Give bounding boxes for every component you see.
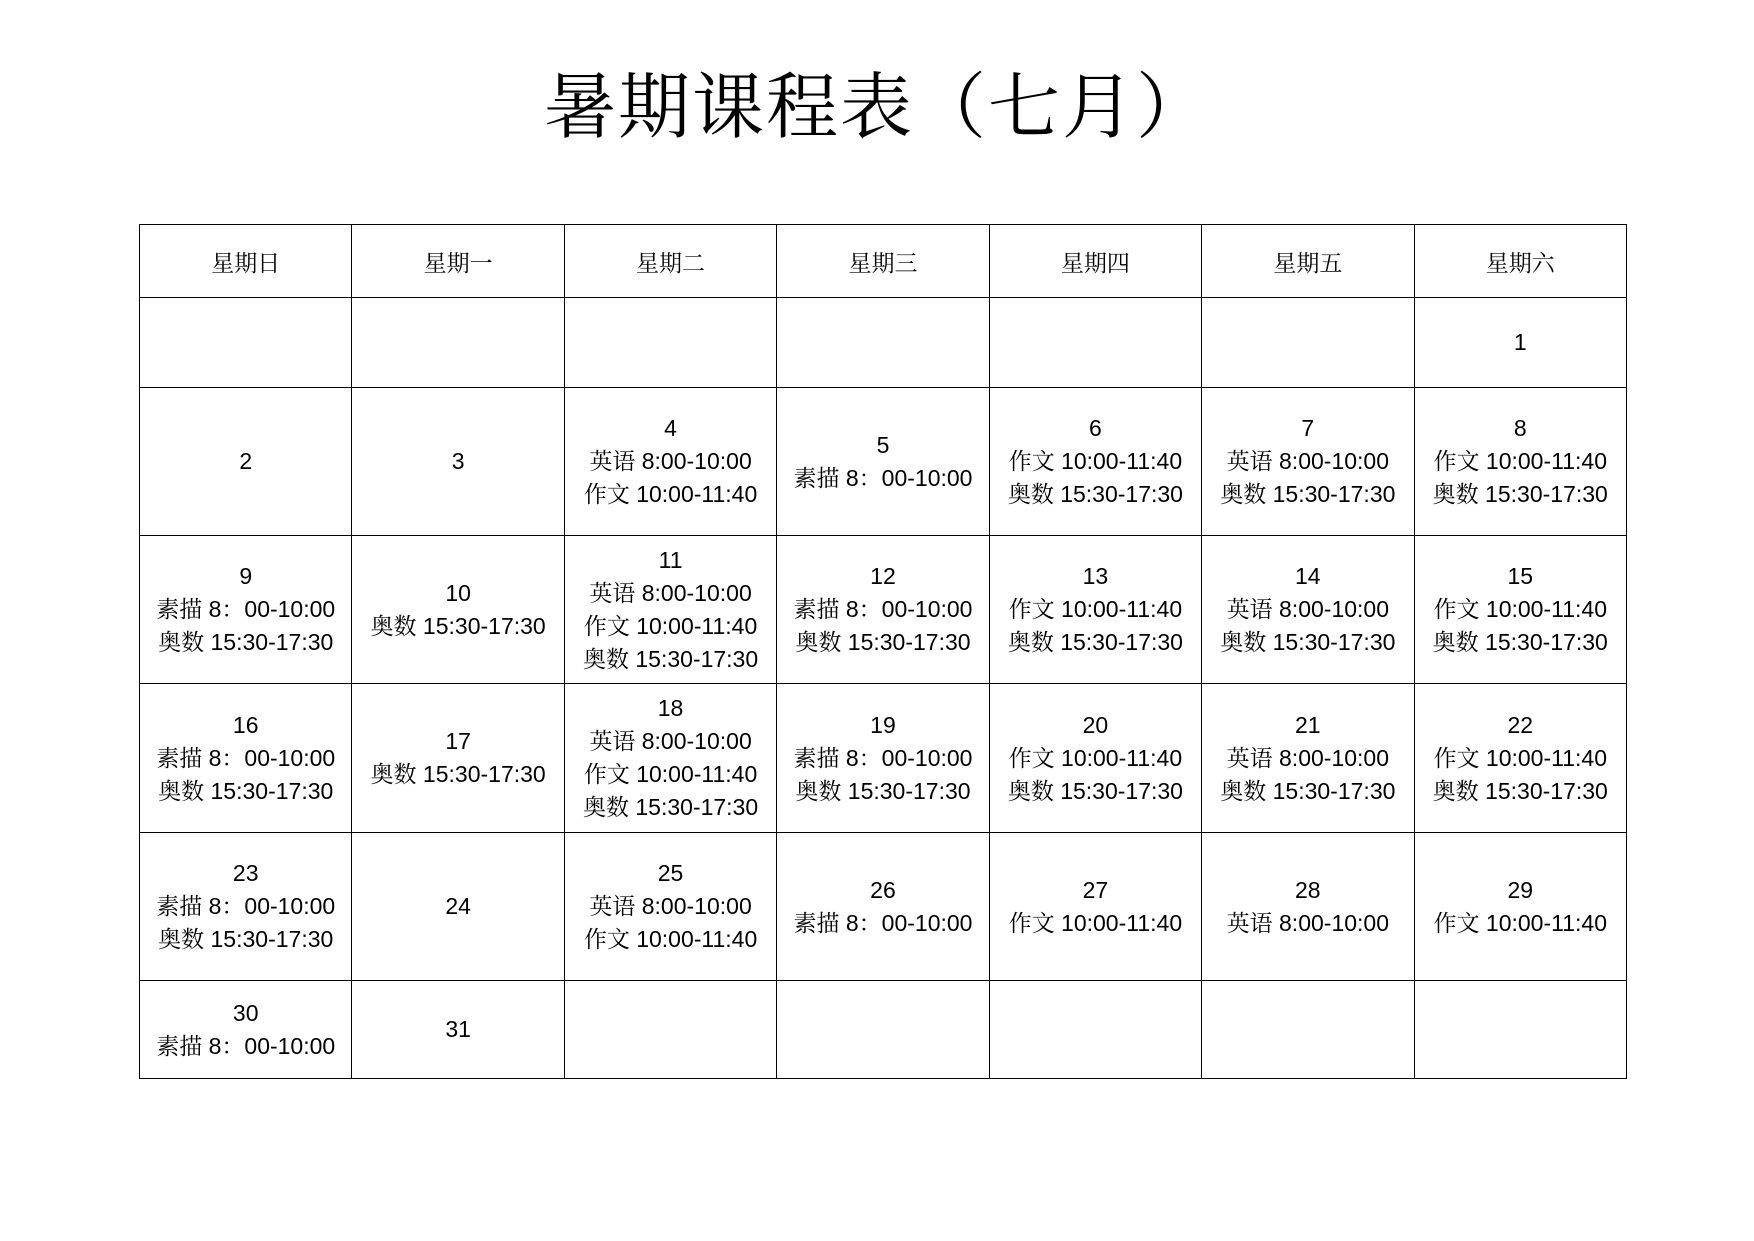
course-entry: 作文 10:00-11:40 xyxy=(583,926,758,952)
course-entry: 英语 8:00-10:00 xyxy=(1226,596,1389,622)
weekday-header: 星期四 xyxy=(989,225,1201,298)
day-cell xyxy=(140,833,352,981)
course-entry: 素描 8：00-10:00 xyxy=(156,744,336,771)
day-number: 8 xyxy=(1513,415,1527,441)
day-cell xyxy=(777,684,989,833)
day-number: 28 xyxy=(1295,876,1321,903)
day-number: 20 xyxy=(1082,711,1109,738)
day-cell xyxy=(352,388,564,536)
day-cell xyxy=(140,536,352,684)
day-cell xyxy=(1414,298,1626,388)
day-cell xyxy=(989,981,1201,1079)
course-entry: 奥数 15:30-17:30 xyxy=(1220,629,1396,655)
course-entry: 奥数 15:30-17:30 xyxy=(158,629,334,655)
weekday-header: 星期三 xyxy=(777,225,989,298)
calendar-body xyxy=(140,298,1627,1079)
day-number: 14 xyxy=(1295,563,1321,589)
day-number: 13 xyxy=(1082,563,1109,589)
course-entry: 作文 10:00-11:40 xyxy=(1008,744,1183,771)
weekday-header: 星期五 xyxy=(1202,225,1414,298)
day-cell xyxy=(989,298,1201,388)
day-number: 16 xyxy=(232,711,259,738)
day-cell xyxy=(564,388,776,536)
course-entry: 素描 8：00-10:00 xyxy=(156,1032,336,1059)
week-row xyxy=(140,981,1627,1079)
week-row xyxy=(140,536,1627,684)
day-cell xyxy=(777,388,989,536)
course-entry: 素描 8：00-10:00 xyxy=(793,909,973,936)
course-entry: 作文 10:00-11:40 xyxy=(583,761,758,787)
day-number: 19 xyxy=(870,711,896,738)
schedule-table xyxy=(139,224,1627,1079)
day-cell xyxy=(564,833,776,981)
day-number: 23 xyxy=(232,860,259,886)
day-number: 27 xyxy=(1082,876,1109,903)
day-cell xyxy=(777,536,989,684)
course-entry: 作文 10:00-11:40 xyxy=(1433,448,1607,474)
week-row xyxy=(140,833,1627,981)
course-entry: 素描 8：00-10:00 xyxy=(156,596,336,622)
day-number: 22 xyxy=(1507,711,1534,738)
course-entry: 作文 10:00-11:40 xyxy=(1433,744,1607,771)
day-cell xyxy=(1202,536,1414,684)
course-entry: 奥数 15:30-17:30 xyxy=(1220,481,1396,507)
course-entry: 作文 10:00-11:40 xyxy=(1433,909,1607,936)
day-cell xyxy=(352,981,564,1079)
day-number: 24 xyxy=(445,893,471,919)
day-cell xyxy=(1414,536,1626,684)
day-cell xyxy=(989,684,1201,833)
course-entry: 奥数 15:30-17:30 xyxy=(1220,777,1396,804)
day-number: 31 xyxy=(445,1016,471,1042)
course-entry: 作文 10:00-11:40 xyxy=(583,481,758,507)
day-cell xyxy=(777,298,989,388)
week-row xyxy=(140,388,1627,536)
page-title: 暑期课程表（七月） xyxy=(543,65,1210,149)
day-cell xyxy=(989,536,1201,684)
course-entry: 英语 8:00-10:00 xyxy=(589,893,752,919)
course-entry: 奥数 15:30-17:30 xyxy=(158,926,334,952)
course-entry: 英语 8:00-10:00 xyxy=(1226,909,1389,936)
day-number: 2 xyxy=(239,448,253,474)
day-cell xyxy=(564,536,776,684)
course-entry: 英语 8:00-10:00 xyxy=(589,448,752,474)
day-cell xyxy=(1414,684,1626,833)
weekday-header: 星期一 xyxy=(352,225,564,298)
day-number: 25 xyxy=(657,860,684,886)
day-cell xyxy=(140,981,352,1079)
course-entry: 素描 8：00-10:00 xyxy=(793,464,973,491)
day-cell xyxy=(1414,981,1626,1079)
weekday-header-row xyxy=(140,225,1627,298)
course-entry: 奥数 15:30-17:30 xyxy=(1432,629,1608,655)
day-number: 12 xyxy=(870,563,896,589)
weekday-header: 星期六 xyxy=(1414,225,1626,298)
week-row xyxy=(140,298,1627,388)
day-cell xyxy=(352,833,564,981)
day-cell xyxy=(140,684,352,833)
day-cell xyxy=(140,298,352,388)
day-number: 11 xyxy=(658,546,683,573)
day-number: 21 xyxy=(1295,711,1321,738)
course-entry: 作文 10:00-11:40 xyxy=(1008,448,1183,474)
day-number: 7 xyxy=(1301,415,1315,441)
day-cell xyxy=(564,684,776,833)
weekday-header: 星期日 xyxy=(140,225,352,298)
course-entry: 素描 8：00-10:00 xyxy=(793,744,973,771)
week-row xyxy=(140,684,1627,833)
day-number: 4 xyxy=(664,415,677,441)
course-entry: 奥数 15:30-17:30 xyxy=(795,777,971,804)
day-cell xyxy=(777,981,989,1079)
course-entry: 奥数 15:30-17:30 xyxy=(1007,629,1183,655)
course-entry: 奥数 15:30-17:30 xyxy=(1432,777,1608,804)
course-entry: 英语 8:00-10:00 xyxy=(1226,448,1389,474)
course-entry: 奥数 15:30-17:30 xyxy=(1432,481,1608,507)
course-entry: 素描 8：00-10:00 xyxy=(156,893,336,919)
course-entry: 奥数 15:30-17:30 xyxy=(582,645,759,672)
day-cell xyxy=(1414,388,1626,536)
course-entry: 作文 10:00-11:40 xyxy=(1008,596,1183,622)
day-cell xyxy=(1202,388,1414,536)
day-cell xyxy=(1414,833,1626,981)
course-entry: 奥数 15:30-17:30 xyxy=(1007,481,1183,507)
day-cell xyxy=(989,388,1201,536)
day-cell xyxy=(564,981,776,1079)
day-number: 10 xyxy=(445,579,471,606)
course-entry: 作文 10:00-11:40 xyxy=(1433,596,1607,622)
weekday-header: 星期二 xyxy=(564,225,776,298)
course-entry: 英语 8:00-10:00 xyxy=(1226,744,1389,771)
course-entry: 素描 8：00-10:00 xyxy=(793,596,973,622)
day-cell xyxy=(777,833,989,981)
day-number: 18 xyxy=(657,695,684,721)
day-cell xyxy=(1202,684,1414,833)
course-entry: 奥数 15:30-17:30 xyxy=(370,612,546,639)
day-cell xyxy=(352,536,564,684)
day-cell xyxy=(1202,833,1414,981)
day-number: 6 xyxy=(1089,415,1102,441)
course-entry: 奥数 15:30-17:30 xyxy=(795,629,971,655)
day-number: 3 xyxy=(451,448,465,474)
day-cell xyxy=(1202,981,1414,1079)
course-entry: 作文 10:00-11:40 xyxy=(1008,909,1183,936)
day-number: 9 xyxy=(239,563,253,589)
day-number: 29 xyxy=(1507,876,1534,903)
course-entry: 奥数 15:30-17:30 xyxy=(370,761,546,787)
day-cell xyxy=(1202,298,1414,388)
day-cell xyxy=(352,298,564,388)
course-entry: 奥数 15:30-17:30 xyxy=(582,794,759,820)
day-number: 15 xyxy=(1507,563,1534,589)
course-entry: 英语 8:00-10:00 xyxy=(589,728,752,754)
day-cell xyxy=(564,298,776,388)
day-cell xyxy=(989,833,1201,981)
course-entry: 奥数 15:30-17:30 xyxy=(158,777,334,804)
day-number: 30 xyxy=(232,999,259,1026)
course-entry: 英语 8:00-10:00 xyxy=(589,579,752,606)
course-entry: 奥数 15:30-17:30 xyxy=(1007,777,1183,804)
day-cell xyxy=(352,684,564,833)
day-cell xyxy=(140,388,352,536)
day-number: 17 xyxy=(445,728,471,754)
day-number: 5 xyxy=(876,431,890,458)
course-entry: 作文 10:00-11:40 xyxy=(583,612,758,639)
day-number: 1 xyxy=(1513,329,1527,355)
day-number: 26 xyxy=(870,876,896,903)
